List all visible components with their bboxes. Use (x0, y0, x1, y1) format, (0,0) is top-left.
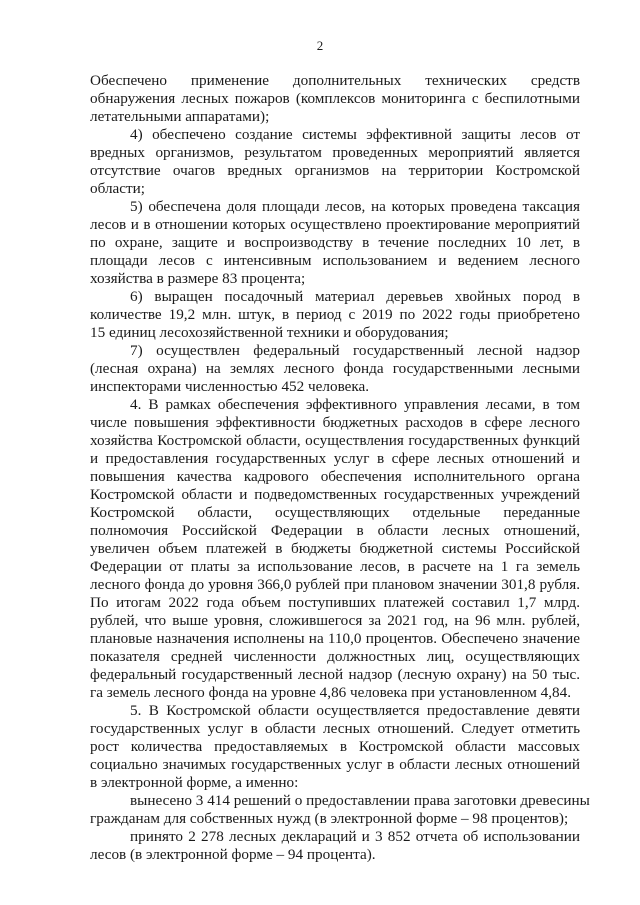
text-line: увеличен объем платежей в бюджеты бюджетной системы Российской (90, 540, 580, 557)
text-line: государственных услуг в области лесных отношений. Следует отметить (90, 720, 580, 737)
text-line: по охране, защите и воспроизводству в течение последних 10 лет, в (90, 234, 580, 251)
text-line: (лесная охрана) на землях лесного фонда государственными лесными (90, 360, 580, 377)
text-line: 4) обеспечено создание системы эффективной защиты лесов от (130, 126, 580, 143)
text-line: 15 единиц лесохозяйственной техники и оборудования; (90, 324, 449, 341)
text-line: количестве 19,2 млн. штук, в период с 2019 по 2022 годы приобретено (90, 306, 580, 323)
text-line: вредных организмов, результатом проведенных мероприятий является (90, 144, 580, 161)
text-line: вынесено 3 414 решений о предоставлении права заготовки древесины (130, 792, 590, 809)
text-line: хозяйства в размере 83 процента; (90, 270, 306, 287)
text-line: рост количества предоставляемых в Костромской области массовых (90, 738, 580, 755)
text-line: в электронной форме, а именно: (90, 774, 299, 791)
text-line: хозяйства Костромской области, осуществления государственных функций (90, 432, 580, 449)
page-number: 2 (316, 38, 324, 53)
text-line: Федерации от платы за использование лесов, в расчете на 1 га земель (90, 558, 580, 575)
text-line: га земель лесного фонда на уровне 4,86 человека при установленном 4,84. (90, 684, 572, 701)
text-line: принято 2 278 лесных деклараций и 3 852 отчета об использовании (130, 828, 580, 845)
text-line: лесов (в электронной форме – 94 процента). (90, 846, 376, 863)
text-line: летательными аппаратами); (90, 108, 270, 125)
text-line: полномочия Российской Федерации в области лесных отношений, (90, 522, 580, 539)
text-line: Костромской области, осуществляющих отдельные переданные (90, 504, 580, 521)
text-line: обнаружения лесных пожаров (комплексов мониторинга с беспилотными (90, 90, 580, 107)
text-line: 6) выращен посадочный материал деревьев хвойных пород в (130, 288, 580, 305)
text-line: Обеспечено применение дополнительных технических средств (90, 72, 580, 89)
text-line: 5) обеспечена доля площади лесов, на которых проведена таксация (130, 198, 580, 215)
text-line: 5. В Костромской области осуществляется предоставление девяти (130, 702, 580, 719)
text-line: социально значимых государственных услуг в области лесных отношений (90, 756, 580, 773)
text-line: области; (90, 180, 145, 197)
text-line: и предоставления государственных услуг в сфере лесных отношений и (90, 450, 580, 467)
text-line: гражданам для собственных нужд (в электронной форме – 98 процентов); (90, 810, 569, 827)
text-line: плановые назначения исполнены на 110,0 процентов. Обеспечено значение (90, 630, 580, 647)
text-line: повышения качества кадрового обеспечения исполнительного органа (90, 468, 580, 485)
text-line: инспекторами численностью 452 человека. (90, 378, 370, 395)
text-line: площади лесов с интенсивным использованием и ведением лесного (90, 252, 580, 269)
text-line: лесного фонда до уровня 366,0 рублей при плановом значении 301,8 рубля. (90, 576, 580, 593)
text-line: федеральный государственный лесной надзор (лесную охрану) на 50 тыс. (90, 666, 580, 683)
text-line: Костромской области и подведомственных государственных учреждений (90, 486, 580, 503)
text-line: отсутствие очагов вредных организмов на территории Костромской (90, 162, 580, 179)
text-line: показателя средней численности должностных лиц, осуществляющих (90, 648, 580, 665)
text-line: 4. В рамках обеспечения эффективного управления лесами, в том (130, 396, 580, 413)
text-line: лесов и в отношении которых осуществлено проектирование мероприятий (90, 216, 580, 233)
text-line: 7) осуществлен федеральный государственный лесной надзор (130, 342, 580, 359)
text-line: числе повышения эффективности бюджетных расходов в сфере лесного (90, 414, 580, 431)
text-line: рублей, что выше уровня, сложившегося за 2021 год, на 96 млн. рублей, (90, 612, 580, 629)
text-line: По итогам 2022 года объем поступивших платежей составил 1,7 млрд. (90, 594, 580, 611)
